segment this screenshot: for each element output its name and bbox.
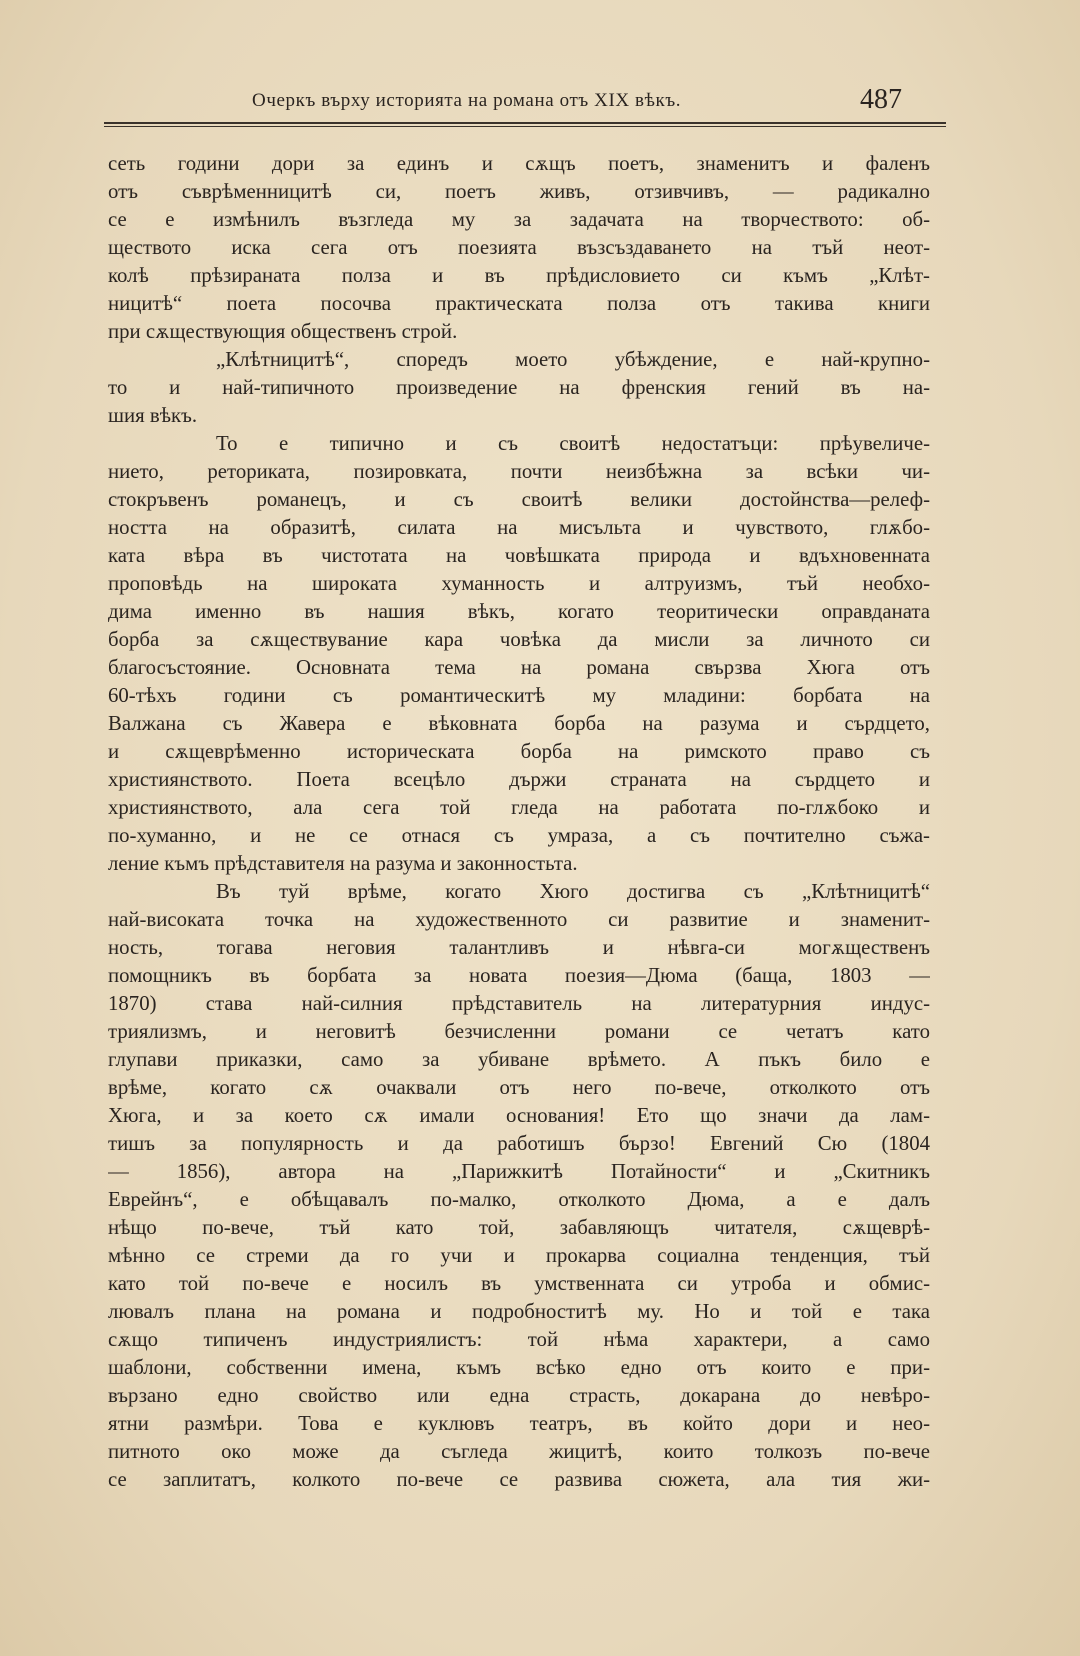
text-line: стокръвенъ романецъ, и съ своитѣ велики достойнства—релеф- (108, 488, 930, 511)
text-line: врѣме, когато сѫ очаквали отъ него по-вече, отколкото отъ (108, 1076, 930, 1099)
text-line: то и най-типичното произведение на френския гений въ на- (108, 376, 930, 399)
text-line: се е измѣнилъ възгледа му за задачата на творчеството: об- (108, 208, 930, 231)
header-rule (104, 122, 946, 124)
text-line: дима именно въ нашия вѣкъ, когато теоритически оправданата (108, 600, 930, 623)
text-line: сеть години дори за единъ и сѫщъ поетъ, знаменитъ и фаленъ (108, 152, 930, 175)
text-line: се заплитатъ, колкото по-вече се развива сюжета, ала тия жи- (108, 1468, 930, 1491)
text-line: Еврейнъ“, е обѣщавалъ по-малко, отколкото Дюма, а е далъ (108, 1188, 930, 1211)
text-line: мѣнно се стреми да го учи и прокарва социална тенденция, тъй (108, 1244, 930, 1267)
text-line: нието, реториката, позировката, почти неизбѣжна за всѣки чи- (108, 460, 930, 483)
text-line: колѣ прѣзираната полза и въ прѣдисловието си къмъ „Клѣт- (108, 264, 930, 287)
text-line: ность, тогава неговия талантливъ и нѣвга-си могѫщественъ (108, 936, 930, 959)
text-line: проповѣдь на широката хуманность и алтруизмъ, тъй необхо- (108, 572, 930, 595)
text-line: сѫщо типиченъ индустриялистъ: той нѣма характери, а само (108, 1328, 930, 1351)
body-text (108, 150, 930, 1494)
text-line: шаблони, собственни имена, къмъ всѣко едно отъ които е при- (108, 1356, 930, 1379)
text-line: Валжана съ Жавера е вѣковната борба на разума и сърдцето, (108, 712, 930, 735)
text-line: християнството, ала сега той гледа на работата по-глѫбоко и (108, 796, 930, 819)
text-line: вързано едно свойство или една страсть, докарана до невѣро- (108, 1384, 930, 1407)
text-line: ятни размѣри. Това е куклювъ театръ, въ който дори и нео- (108, 1412, 930, 1435)
text-line: ление къмъ прѣдставителя на разума и законностьта. (108, 852, 578, 875)
text-line: благосъстояние. Основната тема на романа свързва Хюга отъ (108, 656, 930, 679)
text-line: 1870) става най-силния прѣдставитель на литературния индус- (108, 992, 930, 1015)
text-line: нѣщо по-вече, тъй като той, забавляющъ читателя, сѫщеврѣ- (108, 1216, 930, 1239)
text-line: по-хуманно, и не се отнася съ умраза, а съ почтително съжа- (108, 824, 930, 847)
text-line: 60-тѣхъ години съ романтическитѣ му младини: борбата на (108, 684, 930, 707)
text-line: най-високата точка на художественното си развитие и знаменит- (108, 908, 930, 931)
text-line: като той по-вече е носилъ въ умственната си утроба и обмис- (108, 1272, 930, 1295)
text-line: ката вѣра въ чистотата на човѣшката природа и вдъхновенната (108, 544, 930, 567)
text-line: борба за сѫществувание кара човѣка да мисли за личното си (108, 628, 930, 651)
text-line: триялизмъ, и неговитѣ безчисленни романи се четатъ като (108, 1020, 930, 1043)
text-line: отъ съврѣменницитѣ си, поетъ живъ, отзивчивъ, — радикално (108, 180, 930, 203)
text-line: шия вѣкъ. (108, 404, 198, 427)
running-header (118, 86, 926, 122)
text-line: ществото иска сега отъ поезията възсъздаването на тъй неот- (108, 236, 930, 259)
header-rule-thin (104, 126, 946, 127)
text-line: — 1856), автора на „Парижкитѣ Потайности“ и „Скитникъ (108, 1160, 930, 1183)
text-line: ницитѣ“ поета посочва практическата полза отъ такива книги (108, 292, 930, 315)
text-line: глупави приказки, само за убиване врѣмето. А пъкъ било е (108, 1048, 930, 1071)
paragraph-start: Въ туй врѣме, когато Хюго достигва съ „Клѣтницитѣ“ (216, 880, 930, 903)
running-title: Очеркъ върху историята на романа отъ XIX вѣкъ. (252, 90, 682, 111)
page-number: 487 (860, 84, 902, 115)
text-line: лювалъ плана на романа и подробноститѣ му. Но и той е така (108, 1300, 930, 1323)
text-line: при сѫществующия общественъ строй. (108, 320, 458, 343)
text-line: питното око може да съгледа жицитѣ, които толкозъ по-вече (108, 1440, 930, 1463)
text-line: помощникъ въ борбата за новата поезия—Дюма (баща, 1803 — (108, 964, 930, 987)
paragraph-start: То е типично и съ своитѣ недостатъци: прѣувеличе- (216, 432, 930, 455)
text-line: ността на образитѣ, силата на мисъльта и чувството, глѫбо- (108, 516, 930, 539)
text-line: християнството. Поета всецѣло държи страната на сърдцето и (108, 768, 930, 791)
paragraph-start: „Клѣтницитѣ“, споредъ моето убѣждение, е най-крупно- (216, 348, 930, 371)
text-line: тишъ за популярность и да работишъ бързо! Евгений Сю (1804 (108, 1132, 930, 1155)
text-line: Хюга, и за което сѫ имали основания! Ето що значи да лам- (108, 1104, 930, 1127)
text-line: и сѫщеврѣменно историческата борба на римското право съ (108, 740, 930, 763)
